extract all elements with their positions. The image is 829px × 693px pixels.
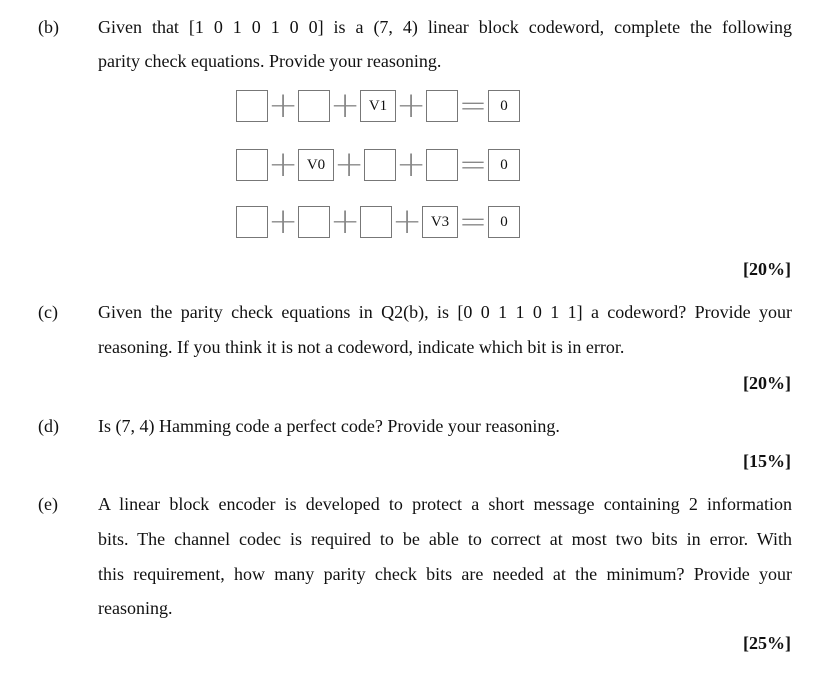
part-e-text-line-4: reasoning. (98, 598, 173, 618)
part-e-label: (e) (38, 494, 58, 514)
equation-2-term-2: V0 (298, 149, 334, 181)
equation-1-term-2 (298, 90, 330, 122)
plus-sign: + (330, 85, 361, 126)
part-c-label: (c) (38, 302, 58, 322)
parity-equation-1 (236, 85, 520, 126)
parity-equation-3 (236, 201, 520, 242)
equation-1-term-1 (236, 90, 268, 122)
part-b-label: (b) (38, 17, 59, 37)
part-d-label: (d) (38, 416, 59, 436)
equation-3-result: 0 (488, 206, 520, 238)
plus-sign: + (396, 144, 427, 185)
plus-sign: + (268, 144, 299, 185)
equation-2-term-1 (236, 149, 268, 181)
part-c-text-line-2: reasoning. If you think it is not a codeword, indicate which bit is in error. (98, 337, 625, 357)
part-d-text-line-1: Is (7, 4) Hamming code a perfect code? Provide your reasoning. (98, 416, 560, 436)
part-c-marks: [20%] (743, 373, 791, 393)
equation-1-result: 0 (488, 90, 520, 122)
part-e-text-line-2: bits. The channel codec is required to be able to correct at most two bits in error. With (98, 529, 792, 549)
part-d-marks: [15%] (743, 451, 791, 471)
part-b-text-line-1: Given that [1 0 1 0 1 0 0] is a (7, 4) linear block codeword, complete the following (98, 17, 792, 37)
plus-sign: + (334, 144, 365, 185)
plus-sign: + (268, 201, 299, 242)
part-e-marks: [25%] (743, 633, 791, 653)
equals-sign: = (458, 202, 488, 242)
equation-3-term-4: V3 (422, 206, 458, 238)
part-b-text-line-2: parity check equations. Provide your reasoning. (98, 51, 442, 71)
equals-sign: = (458, 145, 488, 185)
plus-sign: + (396, 85, 427, 126)
part-e-text-line-1: A linear block encoder is developed to protect a short message containing 2 information (98, 494, 792, 514)
equation-2-result: 0 (488, 149, 520, 181)
plus-sign: + (392, 201, 423, 242)
equation-1-term-4 (426, 90, 458, 122)
plus-sign: + (268, 85, 299, 126)
part-c-text-line-1: Given the parity check equations in Q2(b), is [0 0 1 1 0 1 1] a codeword? Provide your (98, 302, 792, 322)
equation-2-term-3 (364, 149, 396, 181)
equation-3-term-1 (236, 206, 268, 238)
equals-sign: = (458, 86, 488, 126)
equation-2-term-4 (426, 149, 458, 181)
part-e-text-line-3: this requirement, how many parity check bits are needed at the minimum? Provide your (98, 564, 792, 584)
part-b-marks: [20%] (743, 259, 791, 279)
parity-equation-2 (236, 144, 520, 185)
equation-3-term-3 (360, 206, 392, 238)
plus-sign: + (330, 201, 361, 242)
equation-3-term-2 (298, 206, 330, 238)
equation-1-term-3: V1 (360, 90, 396, 122)
